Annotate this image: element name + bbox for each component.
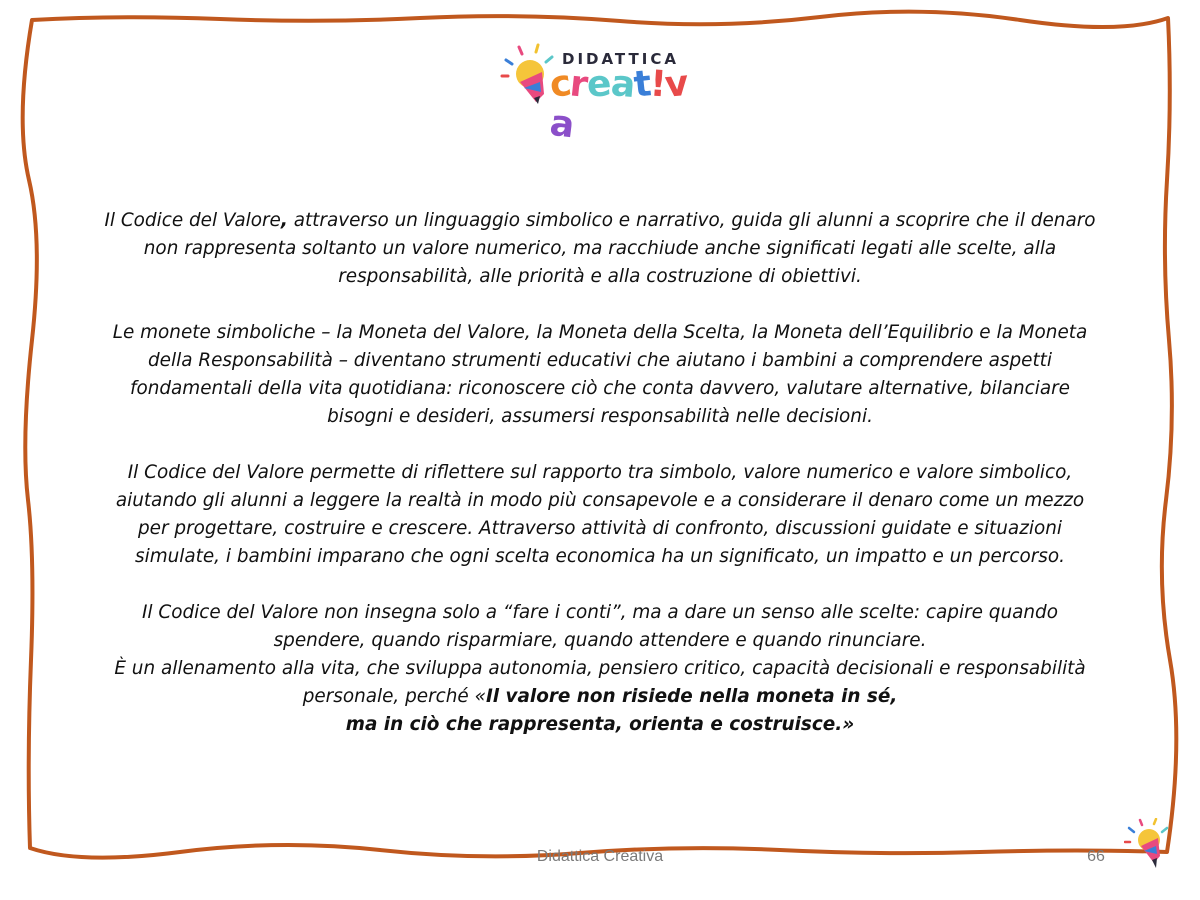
logo-letter: t <box>631 63 653 106</box>
paragraph-1-lead: Il Codice del Valore <box>104 210 281 231</box>
paragraph-4: Il Codice del Valore non insegna solo a “fare i conti”, ma a dare un senso alle scelte: capire quando spendere, quando risparmiare, quando attendere e quando rinunciare. <box>141 602 1058 651</box>
logo-letter: c <box>547 62 574 107</box>
paragraph-5 <box>100 655 1100 739</box>
logo-letter: ! <box>648 63 667 106</box>
logo-letter: v <box>663 63 690 106</box>
logo-top-text: DIDATTICA <box>562 50 679 68</box>
closing-quote-line-1: Il valore non risiede nella moneta in sé, <box>485 686 898 707</box>
main-text-block <box>100 207 1100 739</box>
logo-letter: e <box>585 63 612 106</box>
paragraph-1-rest: attraverso un linguaggio simbolico e narrativo, guida gli alunni a scoprire che il denaro non rappresenta soltanto un valore numerico, ma racchiude anche significati legati alle scelte, alla responsabilità, alle priorità e alla costruzione di obiettivi. <box>143 210 1096 287</box>
logo-letter: r <box>568 63 590 106</box>
didattica-creativa-logo <box>500 42 700 147</box>
footer-title: Didattica Creativa <box>536 848 664 865</box>
logo-wordmark <box>547 62 700 147</box>
corner-logo-icon <box>1124 818 1174 872</box>
page-number: 66 <box>1087 848 1105 865</box>
paragraph-2: Le monete simboliche – la Moneta del Valore, la Moneta della Scelta, la Moneta dell’Equilibrio e la Moneta della Responsabilità – diventano strumenti educativi che aiutano i bambini a comprendere aspetti fondamentali della vita quotidiana: riconoscere ciò che conta davvero, valutare alternative, bilanciare bisogni e desideri, assumersi responsabilità nelle decisioni. <box>112 322 1088 427</box>
paragraph-1 <box>100 207 1100 291</box>
paragraph-3: Il Codice del Valore permette di riflettere sul rapporto tra simbolo, valore numerico e valore simbolico, aiutando gli alunni a leggere la realtà in modo più consapevole e a considerare il denaro come un mezzo per progettare, costruire e crescere. Attraverso attività di confronto, discussioni guidate e situazioni simulate, i bambini imparano che ogni scelta economica ha un significato, un impatto e un percorso. <box>115 462 1085 567</box>
closing-quote-line-2: ma in ciò che rappresenta, orienta e costruisce.» <box>345 714 855 735</box>
logo-letter: a <box>547 102 576 147</box>
paragraph-1-comma: , <box>280 210 288 231</box>
paragraph-5-lead: È un allenamento alla vita, che sviluppa autonomia, pensiero critico, capacità decisionali e responsabilità personale, perché « <box>114 658 1086 707</box>
logo-letter: a <box>608 63 636 106</box>
